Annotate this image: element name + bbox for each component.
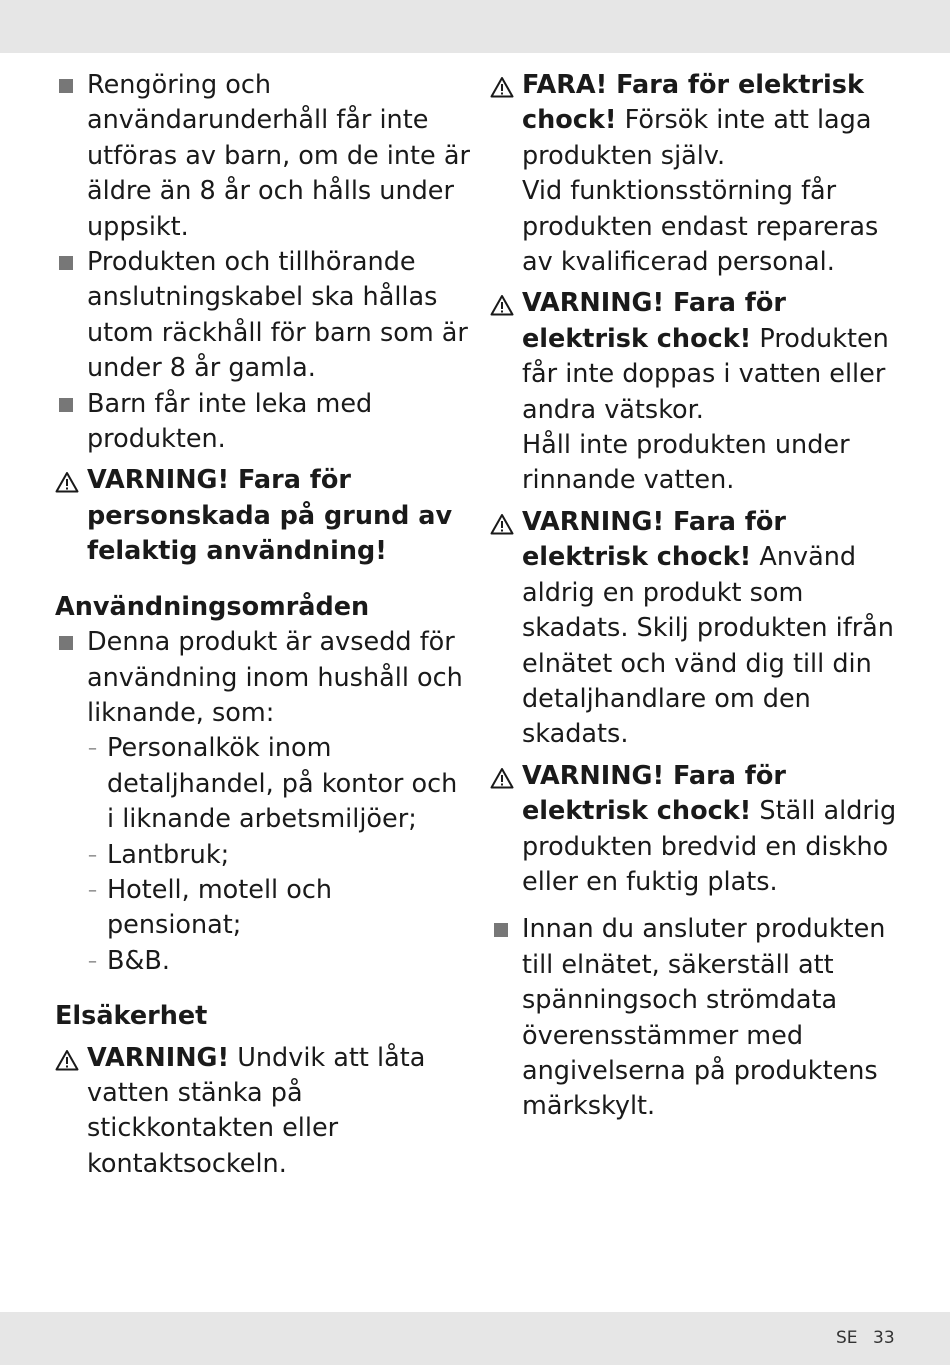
bullet-text: Rengöring och användarunderhåll får inte utföras av barn, om de inte är äldre än 8 år och hålls under uppsikt.	[87, 70, 470, 242]
sub-list-item	[55, 731, 470, 837]
sub-list-item	[55, 873, 470, 944]
section-heading-usage: Användningsområden	[55, 591, 370, 622]
list-item	[490, 912, 900, 1124]
dash-icon: –	[88, 738, 97, 760]
square-bullet-icon	[59, 79, 73, 93]
warning-text: Försök inte att laga produkten själv.	[522, 105, 872, 171]
list-item	[55, 245, 470, 387]
warning-block	[490, 286, 900, 498]
warning-triangle-icon	[490, 294, 514, 316]
square-bullet-icon	[59, 636, 73, 650]
dash-icon: –	[88, 844, 97, 866]
warning-triangle-icon	[55, 471, 79, 493]
square-bullet-icon	[59, 256, 73, 270]
sub-list-item	[55, 944, 470, 979]
warning-label: VARNING!	[87, 1042, 230, 1073]
warning-extra-text: Håll inte produkten under rinnande vatten.	[522, 430, 850, 496]
footer-language: SE	[836, 1328, 858, 1348]
warning-block	[490, 505, 900, 753]
warning-label: VARNING! Fara för elektrisk chock!	[522, 506, 786, 573]
list-item	[55, 625, 470, 731]
warning-triangle-icon	[490, 767, 514, 789]
dash-icon: –	[88, 879, 97, 901]
warning-label: FARA! Fara för elektrisk chock!	[522, 70, 864, 136]
sub-item-text: Lantbruk;	[107, 839, 230, 870]
header-band	[0, 0, 950, 53]
warning-text: Undvik att låta vatten stänka på stickkontakten eller kontaktsockeln.	[87, 1042, 426, 1179]
warning-block	[490, 68, 900, 280]
warning-triangle-icon	[55, 1049, 79, 1071]
sub-item-text: B&B.	[107, 945, 170, 976]
sub-item-text: Hotell, motell och pensionat;	[107, 874, 333, 941]
list-item	[55, 387, 470, 458]
bullet-text: Barn får inte leka med produkten.	[87, 388, 373, 455]
warning-triangle-icon	[490, 76, 514, 98]
footer-band	[0, 1312, 950, 1365]
section-heading-safety: Elsäkerhet	[55, 1001, 208, 1032]
sub-item-text: Personalkök inom detaljhandel, på kontor och i liknande arbetsmiljöer;	[107, 733, 458, 835]
warning-triangle-icon	[490, 513, 514, 535]
list-item	[55, 68, 470, 245]
warning-label: VARNING! Fara för elektrisk chock!	[522, 288, 786, 354]
warning-label: VARNING! Fara för elektrisk chock!	[522, 760, 786, 827]
bullet-text: Produkten och tillhörande anslutningskabel ska hållas utom räckhåll för barn som är under 8 år gamla.	[87, 247, 468, 384]
dash-icon: –	[88, 950, 97, 972]
warning-extra-text: Vid funktionsstörning får produkten endast repareras av kvalificerad personal.	[522, 176, 879, 278]
warning-block	[55, 1041, 470, 1183]
warning-block	[55, 463, 470, 569]
sub-list-item	[55, 838, 470, 873]
page-number: 33	[873, 1328, 895, 1348]
warning-text: Ställ aldrig produkten bredvid en diskho eller en fuktig plats.	[522, 796, 897, 897]
right-column	[490, 68, 900, 1125]
left-column	[55, 68, 470, 1182]
bullet-text: Innan du ansluter produkten till elnätet, säkerställ att spänningsoch strömdata överensstämmer med angivelserna på produktens märkskylt.	[522, 914, 886, 1122]
warning-block	[490, 759, 900, 901]
warning-text: Använd aldrig en produkt som skadats. Skilj produkten ifrån elnätet och vänd dig till din detaljhandlare om den skadats.	[522, 542, 894, 750]
square-bullet-icon	[494, 923, 508, 937]
warning-text: Produkten får inte doppas i vatten eller andra vätskor.	[522, 323, 889, 425]
bullet-text: Denna produkt är avsedd för användning inom hushåll och liknande, som:	[87, 627, 463, 728]
warning-text: VARNING! Fara för personskada på grund av felaktig användning!	[87, 465, 453, 567]
square-bullet-icon	[59, 398, 73, 412]
